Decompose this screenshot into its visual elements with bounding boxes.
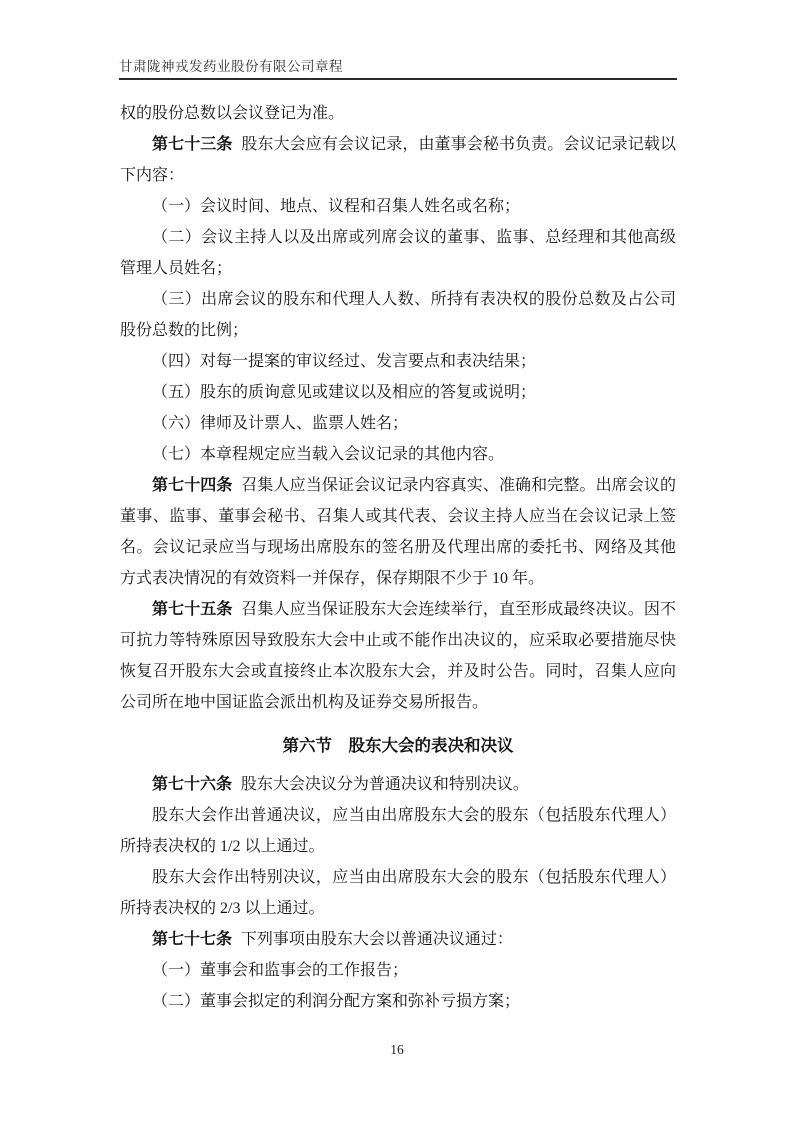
paragraph: 股东大会作出特别决议，应当由出席股东大会的股东（包括股东代理人）所持表决权的 2/3 以上通过。 [120, 869, 676, 917]
document-body [120, 98, 676, 1017]
paragraph: （五）股东的质询意见或建议以及相应的答复或说明； [152, 384, 537, 401]
paragraph: （七）本章程规定应当载入会议记录的其他内容。 [152, 446, 505, 463]
paragraph: （一）董事会和监事会的工作报告； [152, 962, 409, 979]
paragraph: （二）董事会拟定的利润分配方案和弥补亏损方案； [152, 993, 521, 1010]
page-footer [0, 1042, 794, 1058]
paragraph: 第七十四条 召集人应当保证会议记录内容真实、准确和完整。出席会议的董事、监事、董事会秘书、召集人或其代表、会议主持人应当在会议记录上签名。会议记录应当与现场出席股东的签名册及代理出席的委托书、网络及其他方式表决情况的有效资料一并保存，保存期限不少于 10 年。 [120, 477, 676, 587]
paragraph: 第七十三条 股东大会应有会议记录，由董事会秘书负责。会议记录记载以下内容： [120, 136, 676, 184]
paragraph: （二）会议主持人以及出席或列席会议的董事、监事、总经理和其他高级管理人员姓名； [120, 229, 676, 277]
paragraph: 权的股份总数以会议登记为准。 [120, 105, 345, 122]
document-title: 甘肃陇神戎发药业股份有限公司章程 [119, 59, 343, 74]
article-number: 第七十五条 [152, 601, 233, 618]
section-heading: 第六节 股东大会的表决和决议 [282, 736, 514, 755]
paragraph: （四）对每一提案的审议经过、发言要点和表决结果； [152, 353, 537, 370]
paragraph: 第七十七条 下列事项由股东大会以普通决议通过： [152, 931, 513, 948]
paragraph: 股东大会作出普通决议，应当由出席股东大会的股东（包括股东代理人）所持表决权的 1/2 以上通过。 [120, 807, 676, 855]
page-number: 16 [390, 1042, 404, 1057]
paragraph: 第七十六条 股东大会决议分为普通决议和特别决议。 [152, 776, 529, 793]
paragraph: （三）出席会议的股东和代理人人数、所持有表决权的股份总数及占公司股份总数的比例； [120, 291, 676, 339]
page-header [119, 58, 677, 80]
article-number: 第七十三条 [152, 136, 233, 153]
paragraph: 第七十五条 召集人应当保证股东大会连续举行，直至形成最终决议。因不可抗力等特殊原因导致股东大会中止或不能作出决议的，应采取必要措施尽快恢复召开股东大会或直接终止本次股东大会，并及时公告。同时，召集人应向公司所在地中国证监会派出机构及证券交易所报告。 [120, 601, 676, 711]
article-number: 第七十六条 [152, 776, 233, 793]
article-number: 第七十七条 [152, 931, 233, 948]
paragraph: （一）会议时间、地点、议程和召集人姓名或名称； [152, 198, 521, 215]
paragraph: （六）律师及计票人、监票人姓名； [152, 415, 409, 432]
article-number: 第七十四条 [152, 477, 233, 494]
